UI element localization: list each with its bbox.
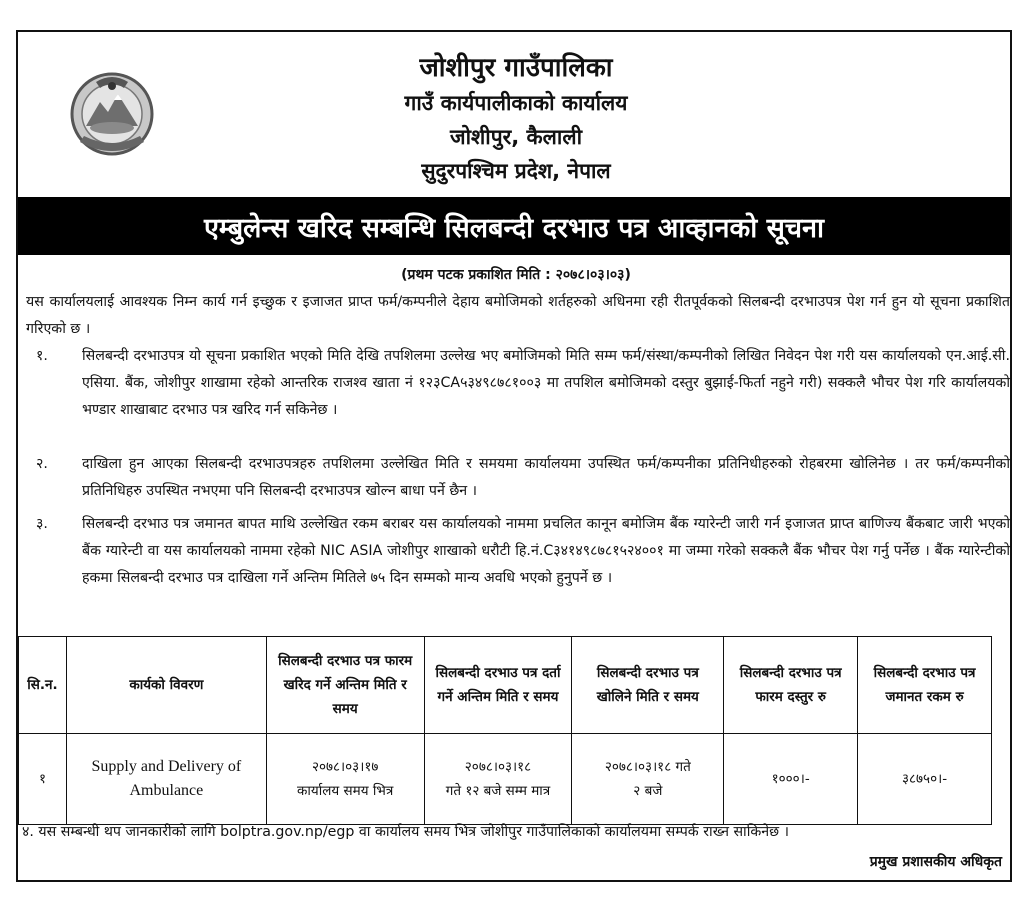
opening-time: २ बजे (633, 783, 663, 799)
item-number: २. (36, 456, 48, 472)
cell-work-description: Supply and Delivery of Ambulance (66, 734, 266, 825)
item-number: १. (36, 348, 48, 364)
header-form-fee: सिलबन्दी दरभाउ पत्र फारम दस्तुर रु (724, 637, 858, 734)
header-registration-deadline: सिलबन्दी दरभाउ पत्र दर्ता गर्ने अन्तिम मिति र समय (424, 637, 572, 734)
header-work-description: कार्यको विवरण (66, 637, 266, 734)
table-header-row (19, 637, 992, 734)
registration-date: २०७८।०३।१८ (464, 759, 532, 775)
contact-note: ४. यस सम्बन्धी थप जानकारीको लागि bolptra.gov.np/egp वा कार्यालय समय भित्र जोशीपुर गाउँपालिकाको कार्यालयमा सम्पर्क राख्न साकिनेछ । (22, 824, 790, 840)
purchase-time: कार्यालय समय भित्र (297, 783, 394, 799)
cell-form-fee: १०००।- (724, 734, 858, 825)
opening-date: २०७८।०३।१८ गते (604, 759, 691, 775)
item-number: ३. (36, 516, 48, 532)
cell-deposit-amount: ३८७५०।- (858, 734, 992, 825)
cell-registration-deadline (424, 734, 572, 825)
signatory-title: प्रमुख प्रशासकीय अधिकृत (869, 854, 1002, 870)
cell-purchase-deadline (266, 734, 424, 825)
province-country: सुदुरपश्चिम प्रदेश, नेपाल (421, 159, 611, 183)
registration-time: गते १२ बजे सम्म मात्र (445, 783, 551, 799)
header-serial: सि.न. (19, 637, 67, 734)
table-row (19, 734, 992, 825)
header-purchase-deadline: सिलबन्दी दरभाउ पत्र फारम खरिद गर्ने अन्तिम मिति र समय (266, 637, 424, 734)
notice-title: एम्बुलेन्स खरिद सम्बन्धि सिलबन्दी दरभाउ पत्र आव्हानको सूचना (203, 212, 824, 244)
cell-serial: १ (19, 734, 67, 825)
item-text: सिलबन्दी दरभाउपत्र यो सूचना प्रकाशित भएको मिति देखि तपशिलमा उल्लेख भए बमोजिमको मिति सम्म फर्म/संस्था/कम्पनीको लिखित निवेदन पेश गरी यस कार्यालयको एन.आई.सी. एसिया. बैंक, जोशीपुर शाखामा रहेको आन्तरिक राजश्व खाता नं १२३CA५३४९८७८१००३ मा तपशिल बमोजिमको दस्तुर बुझाई-फिर्ता नहुने गरी) सक्कलै भौचर पेश गरि कार्यालयको भण्डार शाखाबाट दरभाउ पत्र खरिद गर्न सकिनेछ । (82, 348, 1010, 418)
intro-paragraph: यस कार्यालयलाई आवश्यक निम्न कार्य गर्न इच्छुक र इजाजत प्राप्त फर्म/कम्पनीले देहाय बमोजिमको शर्तहरुको अधिनमा रही रीतपूर्वकको सिलबन्दी दरभाउपत्र पेश गर्न हुन यो सूचना प्रकाशित गरिएको छ । (26, 294, 1010, 337)
header-opening-date: सिलबन्दी दरभाउ पत्र खोलिने मिति र समय (572, 637, 724, 734)
item-text: सिलबन्दी दरभाउ पत्र जमानत बापत माथि उल्लेखित रकम बराबर यस कार्यालयको नाममा प्रचलित कानून बमोजिम बैंक ग्यारेन्टी जारी गर्न इजाजत प्राप्त बाणिज्य बैंकबाट जारी भएको बैंक ग्यारेन्टी वा यस कार्यालयको नाममा रहेको NIC ASIA जोशीपुर शाखाको धरौटी हि.नं.C३४१४९८७८१५२४००१ मा जम्मा गरेको सक्कलै बैंक भौचर पेश गर्नु पर्नेछ । बैंक ग्यारेन्टीको हकमा सिलबन्दी दरभाउ पत्र दाखिला गर्ने अन्तिम मितिले ७५ दिन सम्मको मान्य अवधि भएको हुनुपर्ने छ । (82, 516, 1010, 586)
notice-title-banner (18, 197, 1010, 255)
office-name: गाउँ कार्यपालीकाको कार्यालय (404, 91, 628, 115)
purchase-date: २०७८।०३।१७ (311, 759, 379, 775)
office-location: जोशीपुर, कैलाली (449, 125, 583, 149)
cell-opening-date (572, 734, 724, 825)
municipality-name: जोशीपुर गाउँपालिका (419, 53, 613, 83)
item-text: दाखिला हुन आएका सिलबन्दी दरभाउपत्रहरु तपशिलमा उल्लेखित मिति र समयमा कार्यालयमा उपस्थित फर्म/कम्पनीका प्रतिनिधीहरुको रोहबरमा खोलिनेछ । तर फर्म/कम्पनीको प्रतिनिधिहरु उपस्थित नभएमा पनि सिलबन्दी दरभाउपत्र खोल्न बाधा पर्ने छैन । (82, 456, 1010, 499)
header-deposit-amount: सिलबन्दी दरभाउ पत्र जमानत रकम रु (858, 637, 992, 734)
bid-schedule-table (18, 636, 992, 825)
publication-date: (प्रथम पटक प्रकाशित मिति : २०७८।०३।०३) (401, 267, 631, 283)
